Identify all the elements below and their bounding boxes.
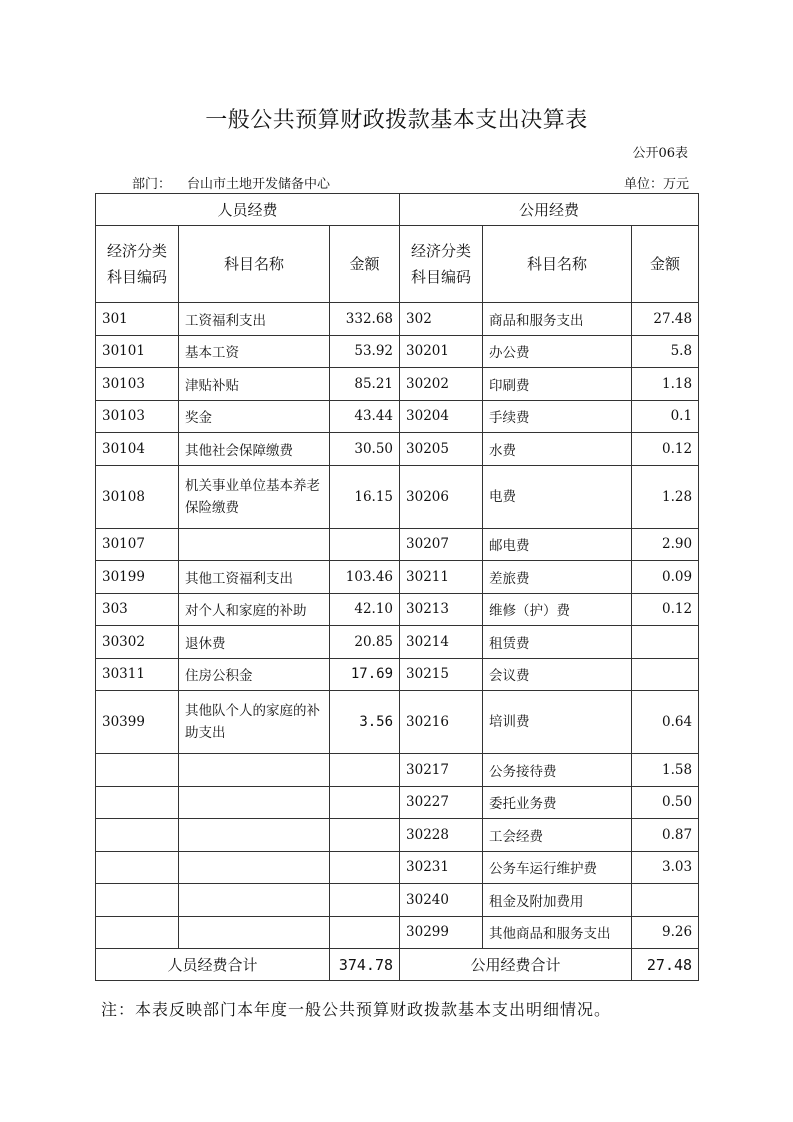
personnel-code-cell — [96, 819, 179, 852]
public-amount-cell — [632, 658, 699, 691]
public-amount-cell: 1.58 — [632, 754, 699, 787]
table-row — [96, 851, 699, 884]
personnel-name-cell — [179, 851, 330, 884]
personnel-code-cell: 30108 — [96, 465, 179, 528]
public-name-cell: 办公费 — [483, 335, 632, 368]
public-code-cell: 302 — [400, 303, 483, 336]
public-amount-cell: 3.03 — [632, 851, 699, 884]
public-name-cell: 公务接待费 — [483, 754, 632, 787]
personnel-total-value: 374.78 — [330, 949, 400, 981]
public-total-value: 27.48 — [632, 949, 699, 981]
totals-row — [96, 949, 699, 981]
personnel-name-cell — [179, 528, 330, 561]
personnel-code-cell — [96, 786, 179, 819]
table-row — [96, 691, 699, 754]
public-amount-cell: 0.87 — [632, 819, 699, 852]
personnel-name-cell: 其他工资福利支出 — [179, 561, 330, 594]
personnel-code-cell: 30199 — [96, 561, 179, 594]
public-name-cell: 租金及附加费用 — [483, 884, 632, 917]
section-header-row — [96, 194, 699, 226]
public-amount-cell: 2.90 — [632, 528, 699, 561]
public-name-cell: 邮电费 — [483, 528, 632, 561]
public-code-cell: 30205 — [400, 433, 483, 466]
public-name-cell: 公务车运行维护费 — [483, 851, 632, 884]
table-row — [96, 368, 699, 401]
public-name-cell: 手续费 — [483, 400, 632, 433]
public-code-cell: 30231 — [400, 851, 483, 884]
public-amount-cell — [632, 626, 699, 659]
public-amount-cell: 0.09 — [632, 561, 699, 594]
table-row — [96, 593, 699, 626]
unit-label: 单位：万元 — [623, 177, 689, 192]
personnel-name-cell — [179, 754, 330, 787]
page-title: 一般公共预算财政拨款基本支出决算表 — [205, 108, 588, 133]
public-code-cell: 30211 — [400, 561, 483, 594]
table-row — [96, 528, 699, 561]
public-name-cell: 工会经费 — [483, 819, 632, 852]
public-amount-header: 金额 — [632, 226, 699, 303]
public-name-cell: 培训费 — [483, 691, 632, 754]
personnel-amount-cell: 85.21 — [330, 368, 400, 401]
public-code-cell: 30216 — [400, 691, 483, 754]
public-name-header: 科目名称 — [483, 226, 632, 303]
personnel-code-cell: 30302 — [96, 626, 179, 659]
personnel-amount-cell: 30.50 — [330, 433, 400, 466]
public-amount-cell: 0.64 — [632, 691, 699, 754]
personnel-name-header: 科目名称 — [179, 226, 330, 303]
public-amount-cell: 27.48 — [632, 303, 699, 336]
public-name-cell: 水费 — [483, 433, 632, 466]
personnel-code-cell: 30104 — [96, 433, 179, 466]
personnel-name-cell: 机关事业单位基本养老保险缴费 — [179, 465, 330, 528]
personnel-code-cell: 30101 — [96, 335, 179, 368]
personnel-name-cell: 津贴补贴 — [179, 368, 330, 401]
personnel-amount-cell — [330, 528, 400, 561]
table-row — [96, 626, 699, 659]
personnel-name-cell — [179, 884, 330, 917]
footnote: 注：本表反映部门本年度一般公共预算财政拨款基本支出明细情况。 — [101, 1000, 612, 1019]
department-label: 部门： — [132, 177, 172, 192]
personnel-name-cell: 退休费 — [179, 626, 330, 659]
public-name-cell: 租赁费 — [483, 626, 632, 659]
personnel-name-cell: 奖金 — [179, 400, 330, 433]
public-amount-cell: 1.18 — [632, 368, 699, 401]
public-code-cell: 30201 — [400, 335, 483, 368]
public-name-cell: 电费 — [483, 465, 632, 528]
public-name-cell: 商品和服务支出 — [483, 303, 632, 336]
personnel-name-cell: 对个人和家庭的补助 — [179, 593, 330, 626]
table-row — [96, 561, 699, 594]
personnel-code-cell: 30311 — [96, 658, 179, 691]
public-code-header: 经济分类 科目编码 — [400, 226, 483, 303]
public-amount-cell: 0.12 — [632, 593, 699, 626]
personnel-code-cell: 301 — [96, 303, 179, 336]
public-code-cell: 30215 — [400, 658, 483, 691]
public-code-cell: 30213 — [400, 593, 483, 626]
table-body — [96, 303, 699, 949]
personnel-code-cell — [96, 754, 179, 787]
personnel-code-cell: 303 — [96, 593, 179, 626]
public-name-cell: 会议费 — [483, 658, 632, 691]
public-amount-cell: 9.26 — [632, 916, 699, 949]
public-code-cell: 30299 — [400, 916, 483, 949]
personnel-amount-cell: 3.56 — [330, 691, 400, 754]
public-name-cell: 委托业务费 — [483, 786, 632, 819]
public-code-cell: 30214 — [400, 626, 483, 659]
public-code-cell: 30217 — [400, 754, 483, 787]
table-row — [96, 465, 699, 528]
personnel-code-cell: 30103 — [96, 368, 179, 401]
public-amount-cell — [632, 884, 699, 917]
table-row — [96, 884, 699, 917]
public-code-cell: 30202 — [400, 368, 483, 401]
personnel-amount-cell: 43.44 — [330, 400, 400, 433]
personnel-amount-cell — [330, 819, 400, 852]
personnel-code-cell — [96, 884, 179, 917]
public-code-cell: 30204 — [400, 400, 483, 433]
table-row — [96, 786, 699, 819]
personnel-amount-cell — [330, 884, 400, 917]
department-line — [132, 173, 330, 192]
public-code-cell: 30207 — [400, 528, 483, 561]
personnel-amount-cell — [330, 851, 400, 884]
personnel-total-label: 人员经费合计 — [96, 949, 330, 981]
table-row — [96, 819, 699, 852]
personnel-amount-cell — [330, 916, 400, 949]
public-amount-cell: 0.50 — [632, 786, 699, 819]
personnel-section-header: 人员经费 — [96, 194, 400, 226]
table-row — [96, 335, 699, 368]
public-code-cell: 30227 — [400, 786, 483, 819]
table-row — [96, 658, 699, 691]
form-number: 公开06表 — [632, 146, 688, 161]
table-row — [96, 303, 699, 336]
personnel-amount-header: 金额 — [330, 226, 400, 303]
public-amount-cell: 0.1 — [632, 400, 699, 433]
public-name-cell: 维修（护）费 — [483, 593, 632, 626]
public-amount-cell: 5.8 — [632, 335, 699, 368]
table-row — [96, 754, 699, 787]
personnel-amount-cell — [330, 786, 400, 819]
public-code-cell: 30228 — [400, 819, 483, 852]
personnel-code-cell — [96, 851, 179, 884]
personnel-name-cell: 其他社会保障缴费 — [179, 433, 330, 466]
table-row — [96, 433, 699, 466]
personnel-amount-cell: 53.92 — [330, 335, 400, 368]
personnel-amount-cell: 16.15 — [330, 465, 400, 528]
public-amount-cell: 0.12 — [632, 433, 699, 466]
personnel-amount-cell — [330, 754, 400, 787]
public-code-cell: 30206 — [400, 465, 483, 528]
personnel-name-cell: 住房公积金 — [179, 658, 330, 691]
personnel-name-cell — [179, 916, 330, 949]
personnel-code-cell: 30399 — [96, 691, 179, 754]
personnel-code-header: 经济分类 科目编码 — [96, 226, 179, 303]
department-name: 台山市土地开发储备中心 — [187, 177, 331, 192]
personnel-code-cell: 30107 — [96, 528, 179, 561]
table-row — [96, 916, 699, 949]
expenditure-table — [95, 193, 699, 981]
personnel-name-cell — [179, 819, 330, 852]
personnel-name-cell — [179, 786, 330, 819]
personnel-code-cell — [96, 916, 179, 949]
personnel-amount-cell: 17.69 — [330, 658, 400, 691]
personnel-amount-cell: 42.10 — [330, 593, 400, 626]
personnel-amount-cell: 332.68 — [330, 303, 400, 336]
public-total-label: 公用经费合计 — [400, 949, 632, 981]
personnel-name-cell: 其他队个人的家庭的补助支出 — [179, 691, 330, 754]
personnel-code-cell: 30103 — [96, 400, 179, 433]
personnel-amount-cell: 103.46 — [330, 561, 400, 594]
table-row — [96, 400, 699, 433]
public-code-cell: 30240 — [400, 884, 483, 917]
public-amount-cell: 1.28 — [632, 465, 699, 528]
personnel-name-cell: 工资福利支出 — [179, 303, 330, 336]
public-section-header: 公用经费 — [400, 194, 699, 226]
personnel-amount-cell: 20.85 — [330, 626, 400, 659]
public-name-cell: 印刷费 — [483, 368, 632, 401]
column-header-row — [96, 226, 699, 303]
public-name-cell: 其他商品和服务支出 — [483, 916, 632, 949]
personnel-name-cell: 基本工资 — [179, 335, 330, 368]
public-name-cell: 差旅费 — [483, 561, 632, 594]
